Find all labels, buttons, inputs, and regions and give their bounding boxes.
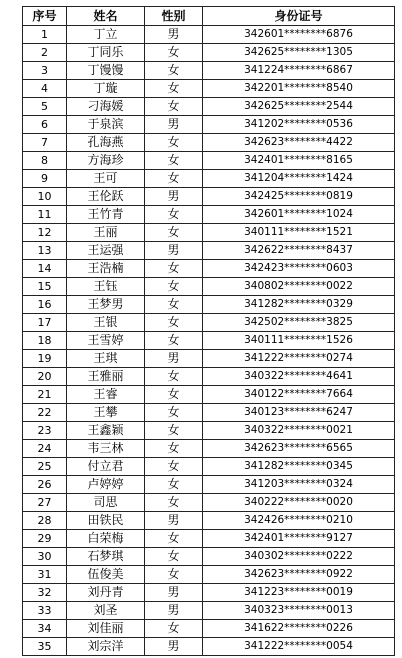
cell-name: 于泉滨 bbox=[67, 116, 145, 134]
cell-id-number: 341204********1424 bbox=[203, 170, 395, 188]
cell-index: 7 bbox=[23, 134, 67, 152]
cell-id-number: 340122********7664 bbox=[203, 386, 395, 404]
cell-gender: 女 bbox=[145, 278, 203, 296]
cell-gender: 女 bbox=[145, 152, 203, 170]
table-row bbox=[23, 584, 395, 602]
cell-index: 30 bbox=[23, 548, 67, 566]
table-row bbox=[23, 422, 395, 440]
cell-gender: 女 bbox=[145, 620, 203, 638]
cell-index: 24 bbox=[23, 440, 67, 458]
cell-gender: 女 bbox=[145, 422, 203, 440]
cell-index: 14 bbox=[23, 260, 67, 278]
table-row bbox=[23, 548, 395, 566]
cell-name: 白荣梅 bbox=[67, 530, 145, 548]
cell-gender: 女 bbox=[145, 566, 203, 584]
cell-gender: 男 bbox=[145, 350, 203, 368]
cell-index: 20 bbox=[23, 368, 67, 386]
cell-id-number: 342601********6876 bbox=[203, 26, 395, 44]
cell-gender: 男 bbox=[145, 188, 203, 206]
cell-name: 王可 bbox=[67, 170, 145, 188]
table-header-row bbox=[23, 7, 395, 26]
column-header-id-number: 身份证号 bbox=[203, 7, 395, 26]
cell-name: 王竹青 bbox=[67, 206, 145, 224]
cell-name: 王梦男 bbox=[67, 296, 145, 314]
cell-index: 23 bbox=[23, 422, 67, 440]
cell-gender: 女 bbox=[145, 224, 203, 242]
cell-name: 司思 bbox=[67, 494, 145, 512]
cell-index: 8 bbox=[23, 152, 67, 170]
table-row bbox=[23, 620, 395, 638]
cell-name: 丁馒馒 bbox=[67, 62, 145, 80]
cell-index: 4 bbox=[23, 80, 67, 98]
table-row bbox=[23, 350, 395, 368]
cell-id-number: 340222********0020 bbox=[203, 494, 395, 512]
table-row bbox=[23, 314, 395, 332]
cell-name: 方海珍 bbox=[67, 152, 145, 170]
cell-name: 王丽 bbox=[67, 224, 145, 242]
cell-gender: 女 bbox=[145, 440, 203, 458]
cell-index: 13 bbox=[23, 242, 67, 260]
table-row bbox=[23, 440, 395, 458]
cell-gender: 女 bbox=[145, 44, 203, 62]
cell-id-number: 341202********0536 bbox=[203, 116, 395, 134]
table-row bbox=[23, 170, 395, 188]
cell-name: 王攀 bbox=[67, 404, 145, 422]
cell-name: 刘丹青 bbox=[67, 584, 145, 602]
cell-name: 王伦跃 bbox=[67, 188, 145, 206]
cell-index: 25 bbox=[23, 458, 67, 476]
table-row bbox=[23, 242, 395, 260]
cell-id-number: 342623********4422 bbox=[203, 134, 395, 152]
cell-index: 11 bbox=[23, 206, 67, 224]
cell-index: 32 bbox=[23, 584, 67, 602]
cell-id-number: 342401********9127 bbox=[203, 530, 395, 548]
cell-name: 刘宗洋 bbox=[67, 638, 145, 656]
cell-gender: 女 bbox=[145, 368, 203, 386]
table-row bbox=[23, 44, 395, 62]
cell-name: 王雅丽 bbox=[67, 368, 145, 386]
cell-id-number: 340111********1521 bbox=[203, 224, 395, 242]
cell-index: 31 bbox=[23, 566, 67, 584]
table-row bbox=[23, 98, 395, 116]
cell-id-number: 342401********8165 bbox=[203, 152, 395, 170]
table-row bbox=[23, 332, 395, 350]
cell-id-number: 340322********0021 bbox=[203, 422, 395, 440]
table-row bbox=[23, 512, 395, 530]
cell-id-number: 342625********2544 bbox=[203, 98, 395, 116]
cell-id-number: 342423********0603 bbox=[203, 260, 395, 278]
cell-gender: 男 bbox=[145, 242, 203, 260]
cell-id-number: 341203********0324 bbox=[203, 476, 395, 494]
table-row bbox=[23, 26, 395, 44]
cell-gender: 女 bbox=[145, 476, 203, 494]
cell-gender: 女 bbox=[145, 260, 203, 278]
cell-index: 26 bbox=[23, 476, 67, 494]
cell-index: 19 bbox=[23, 350, 67, 368]
cell-gender: 女 bbox=[145, 458, 203, 476]
table-row bbox=[23, 296, 395, 314]
cell-id-number: 342625********1305 bbox=[203, 44, 395, 62]
cell-id-number: 341282********0345 bbox=[203, 458, 395, 476]
cell-index: 15 bbox=[23, 278, 67, 296]
cell-name: 刘圣 bbox=[67, 602, 145, 620]
table-row bbox=[23, 260, 395, 278]
cell-index: 34 bbox=[23, 620, 67, 638]
cell-gender: 女 bbox=[145, 332, 203, 350]
table-row bbox=[23, 638, 395, 656]
cell-id-number: 341622********0226 bbox=[203, 620, 395, 638]
cell-gender: 女 bbox=[145, 494, 203, 512]
cell-index: 2 bbox=[23, 44, 67, 62]
table-row bbox=[23, 278, 395, 296]
cell-id-number: 342201********8540 bbox=[203, 80, 395, 98]
cell-index: 17 bbox=[23, 314, 67, 332]
cell-name: 丁璇 bbox=[67, 80, 145, 98]
cell-index: 3 bbox=[23, 62, 67, 80]
table-row bbox=[23, 62, 395, 80]
table-row bbox=[23, 206, 395, 224]
cell-index: 1 bbox=[23, 26, 67, 44]
cell-gender: 女 bbox=[145, 548, 203, 566]
table-row bbox=[23, 152, 395, 170]
cell-name: 卢婷婷 bbox=[67, 476, 145, 494]
cell-name: 石梦琪 bbox=[67, 548, 145, 566]
cell-gender: 女 bbox=[145, 530, 203, 548]
cell-id-number: 341223********0019 bbox=[203, 584, 395, 602]
table-row bbox=[23, 458, 395, 476]
cell-index: 16 bbox=[23, 296, 67, 314]
table-row bbox=[23, 404, 395, 422]
cell-name: 丁同乐 bbox=[67, 44, 145, 62]
cell-name: 王雪婷 bbox=[67, 332, 145, 350]
cell-gender: 女 bbox=[145, 134, 203, 152]
column-header-gender: 性别 bbox=[145, 7, 203, 26]
cell-index: 28 bbox=[23, 512, 67, 530]
cell-index: 21 bbox=[23, 386, 67, 404]
cell-gender: 女 bbox=[145, 296, 203, 314]
cell-gender: 男 bbox=[145, 116, 203, 134]
cell-index: 12 bbox=[23, 224, 67, 242]
cell-name: 王银 bbox=[67, 314, 145, 332]
cell-id-number: 341282********0329 bbox=[203, 296, 395, 314]
table-row bbox=[23, 476, 395, 494]
column-header-index: 序号 bbox=[23, 7, 67, 26]
table-row bbox=[23, 602, 395, 620]
cell-gender: 女 bbox=[145, 80, 203, 98]
table-row bbox=[23, 116, 395, 134]
cell-id-number: 340302********0222 bbox=[203, 548, 395, 566]
cell-name: 王琪 bbox=[67, 350, 145, 368]
cell-name: 韦三林 bbox=[67, 440, 145, 458]
cell-name: 伍俊美 bbox=[67, 566, 145, 584]
cell-name: 田铁民 bbox=[67, 512, 145, 530]
cell-id-number: 341222********0054 bbox=[203, 638, 395, 656]
cell-name: 王钰 bbox=[67, 278, 145, 296]
cell-name: 孔海燕 bbox=[67, 134, 145, 152]
cell-gender: 男 bbox=[145, 512, 203, 530]
cell-id-number: 342622********8437 bbox=[203, 242, 395, 260]
cell-name: 刘佳丽 bbox=[67, 620, 145, 638]
cell-index: 6 bbox=[23, 116, 67, 134]
cell-index: 5 bbox=[23, 98, 67, 116]
cell-name: 付立君 bbox=[67, 458, 145, 476]
cell-id-number: 340322********4641 bbox=[203, 368, 395, 386]
cell-gender: 男 bbox=[145, 602, 203, 620]
cell-id-number: 342426********0210 bbox=[203, 512, 395, 530]
cell-gender: 女 bbox=[145, 62, 203, 80]
cell-id-number: 342623********6565 bbox=[203, 440, 395, 458]
cell-index: 29 bbox=[23, 530, 67, 548]
cell-gender: 男 bbox=[145, 638, 203, 656]
cell-gender: 女 bbox=[145, 98, 203, 116]
cell-index: 35 bbox=[23, 638, 67, 656]
table-row bbox=[23, 566, 395, 584]
table-row bbox=[23, 386, 395, 404]
cell-gender: 男 bbox=[145, 26, 203, 44]
cell-name: 王睿 bbox=[67, 386, 145, 404]
cell-id-number: 340323********0013 bbox=[203, 602, 395, 620]
cell-gender: 女 bbox=[145, 314, 203, 332]
cell-id-number: 342601********1024 bbox=[203, 206, 395, 224]
cell-name: 刁海媛 bbox=[67, 98, 145, 116]
table-body bbox=[23, 26, 395, 656]
cell-gender: 男 bbox=[145, 584, 203, 602]
table-row bbox=[23, 80, 395, 98]
student-roster-table bbox=[22, 6, 395, 656]
cell-name: 王浩楠 bbox=[67, 260, 145, 278]
table-row bbox=[23, 530, 395, 548]
table-row bbox=[23, 134, 395, 152]
cell-gender: 女 bbox=[145, 206, 203, 224]
cell-gender: 女 bbox=[145, 386, 203, 404]
table-row bbox=[23, 224, 395, 242]
cell-id-number: 341222********0274 bbox=[203, 350, 395, 368]
table-row bbox=[23, 494, 395, 512]
cell-gender: 女 bbox=[145, 170, 203, 188]
table-row bbox=[23, 188, 395, 206]
cell-id-number: 340123********6247 bbox=[203, 404, 395, 422]
cell-index: 33 bbox=[23, 602, 67, 620]
table-row bbox=[23, 368, 395, 386]
cell-index: 10 bbox=[23, 188, 67, 206]
cell-index: 27 bbox=[23, 494, 67, 512]
cell-index: 22 bbox=[23, 404, 67, 422]
cell-id-number: 340802********0022 bbox=[203, 278, 395, 296]
cell-id-number: 342425********0819 bbox=[203, 188, 395, 206]
cell-index: 9 bbox=[23, 170, 67, 188]
cell-index: 18 bbox=[23, 332, 67, 350]
cell-name: 丁立 bbox=[67, 26, 145, 44]
cell-id-number: 341224********6867 bbox=[203, 62, 395, 80]
cell-id-number: 342623********0922 bbox=[203, 566, 395, 584]
cell-gender: 女 bbox=[145, 404, 203, 422]
column-header-name: 姓名 bbox=[67, 7, 145, 26]
cell-id-number: 340111********1526 bbox=[203, 332, 395, 350]
cell-name: 王运强 bbox=[67, 242, 145, 260]
cell-name: 王鑫颖 bbox=[67, 422, 145, 440]
cell-id-number: 342502********3825 bbox=[203, 314, 395, 332]
